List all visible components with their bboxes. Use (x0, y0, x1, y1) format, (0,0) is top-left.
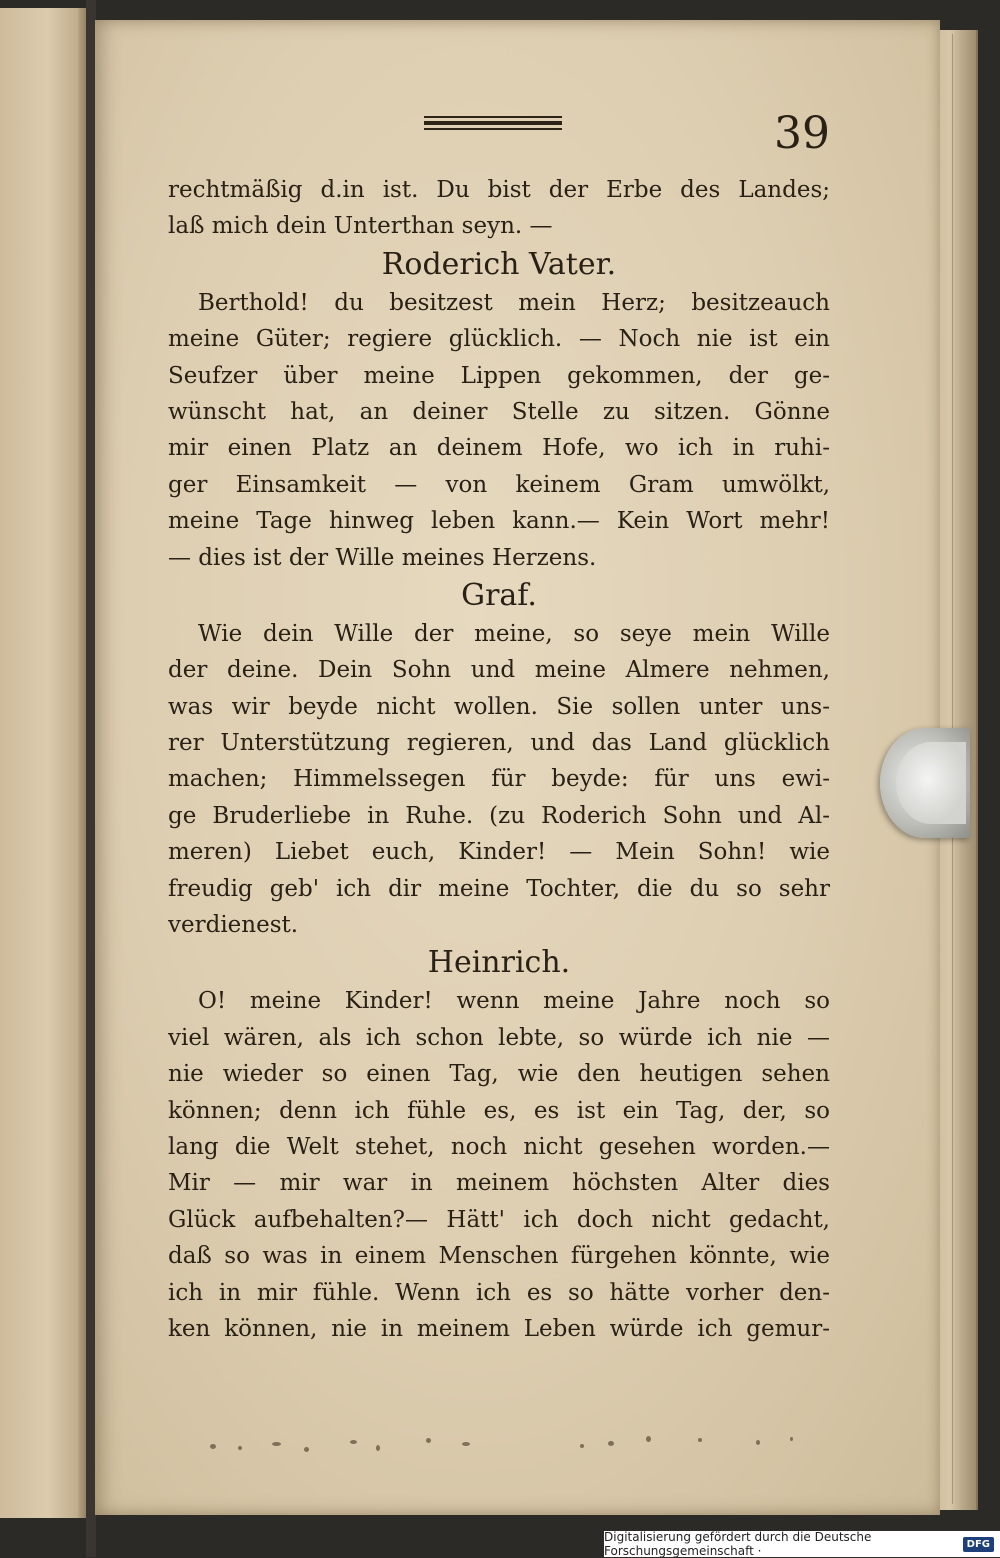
text-line: meren) Liebet euch, Kinder! — Mein Sohn! wie (168, 839, 830, 866)
page-clip-highlight (896, 742, 966, 824)
ink-spot (790, 1437, 793, 1441)
speaker-heading: Graf. (461, 577, 537, 613)
text-line: Mir — mir war in meinem höchsten Alter dies (168, 1170, 830, 1197)
text-line: Glück aufbehalten?— Hätt' ich doch nicht gedacht, (168, 1206, 830, 1233)
ink-spot (608, 1441, 614, 1446)
text-line: können; denn ich fühle es, es ist ein Tag, der, so (168, 1097, 830, 1124)
ink-spot (426, 1438, 431, 1443)
previous-page (0, 8, 86, 1518)
text-line: Wie dein Wille der meine, so seye mein Wille (198, 620, 830, 647)
text-line: rer Unterstützung regieren, und das Land glücklich (168, 730, 830, 757)
text-line: was wir beyde nicht wollen. Sie sollen unter uns- (168, 693, 830, 720)
ink-spot (272, 1442, 281, 1446)
page-text (168, 172, 830, 1347)
text-line: Berthold! du besitzest mein Herz; besitzeauch (198, 289, 830, 316)
text-line: — dies ist der Wille meines Herzens. (168, 544, 597, 571)
text-line: laß mich dein Unterthan seyn. — (168, 213, 553, 240)
text-line: ken können, nie in meinem Leben würde ich gemur- (168, 1315, 830, 1342)
text-line: daß so was in einem Menschen fürgehen könnte, wie (168, 1243, 830, 1270)
ink-spot (304, 1447, 309, 1452)
text-line: meine Güter; regiere glücklich. — Noch nie ist ein (168, 326, 830, 353)
text-line: viel wären, als ich schon lebte, so würde ich nie — (168, 1024, 830, 1051)
ink-spot (238, 1446, 242, 1450)
ink-spot (462, 1442, 470, 1446)
text-line: mir einen Platz an deinem Hofe, wo ich in ruhi- (168, 435, 830, 462)
text-line: machen; Himmelssegen für beyde: für uns ewi- (168, 766, 830, 793)
header-rule (424, 121, 562, 125)
ink-spot (698, 1438, 702, 1442)
ink-spot (210, 1444, 216, 1449)
ink-spot (376, 1445, 380, 1451)
text-line: verdienest. (168, 912, 299, 939)
text-line: meine Tage hinweg leben kann.— Kein Wort mehr! (168, 508, 830, 535)
header-rule (424, 116, 562, 118)
text-line: freudig geb' ich dir meine Tochter, die du so sehr (168, 875, 830, 902)
text-line: O! meine Kinder! wenn meine Jahre noch so (198, 988, 830, 1015)
text-line: nie wieder so einen Tag, wie den heutigen sehen (168, 1061, 830, 1088)
ink-spot (756, 1440, 760, 1445)
text-line: rechtmäßig d.in ist. Du bist der Erbe des Landes; (168, 177, 830, 203)
footer-text: Digitalisierung gefördert durch die Deutsche Forschungsgemeinschaft · (604, 1530, 872, 1558)
dfg-logo: DFG (963, 1537, 994, 1552)
text-line: lang die Welt stehet, noch nicht gesehen worden.— (168, 1133, 830, 1160)
ink-spot (350, 1440, 357, 1444)
digitization-footer (604, 1531, 1000, 1557)
text-line: Seufzer über meine Lippen gekommen, der ge- (168, 362, 830, 389)
text-line: der deine. Dein Sohn und meine Almere nehmen, (168, 657, 830, 684)
speaker-heading: Roderich Vater. (381, 246, 617, 282)
ink-spot (580, 1444, 584, 1448)
page-number: 39 (774, 108, 830, 159)
text-line: ger Einsamkeit — von keinem Gram umwölkt, (168, 471, 830, 498)
ink-spot (646, 1436, 651, 1442)
header-rule (424, 128, 562, 130)
text-line: ich in mir fühle. Wenn ich es so hätte vorher den- (168, 1279, 830, 1306)
speaker-heading: Heinrich. (427, 945, 571, 981)
text-line: ge Bruderliebe in Ruhe. (zu Roderich Sohn und Al- (168, 802, 830, 829)
ink-bleed-through (200, 1432, 820, 1462)
text-line: wünscht hat, an deiner Stelle zu sitzen. Gönne (168, 398, 830, 425)
